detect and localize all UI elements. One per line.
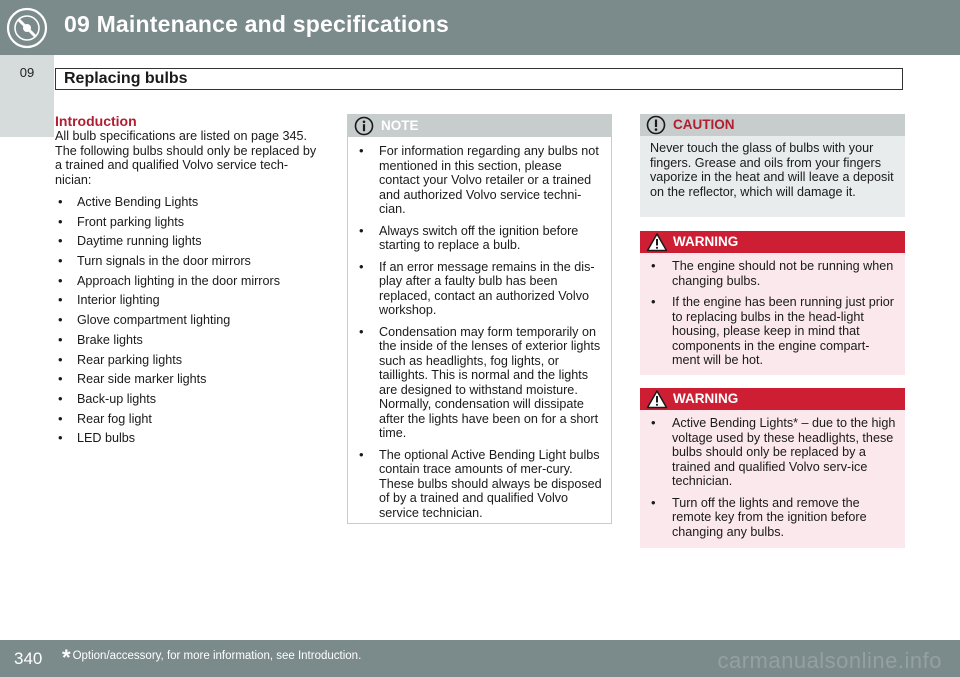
list-item: • Turn off the lights and remove the remote key from the ignition before changing any bulbs. <box>648 496 897 540</box>
list-item: • If an error message remains in the dis-play after a faulty bulb has been replaced, contact an authorized Volvo workshop. <box>356 260 603 318</box>
introduction-heading: Introduction <box>55 113 137 129</box>
note-label: NOTE <box>381 118 419 133</box>
exclamation-circle-icon <box>646 115 666 140</box>
caution-label: CAUTION <box>673 117 735 132</box>
list-item: • Condensation may form temporarily on the inside of the lenses of exterior lights such as headlights, fog lights, or taillights. This is normal and the lights are designed to withstand moisture. Normally, condensation will dissipate after the lights have been on for a short time. <box>356 325 603 441</box>
note-list <box>356 144 603 520</box>
warning-header <box>640 388 905 410</box>
note-box <box>347 114 612 524</box>
caution-header <box>640 114 905 136</box>
list-item: • Always switch off the ignition before starting to replace a bulb. <box>356 224 603 253</box>
chapter-tab-label: 09 <box>19 65 35 80</box>
page-number: 340 <box>14 649 43 668</box>
list-item: • Brake lights <box>55 333 323 348</box>
info-circle-icon <box>354 116 374 141</box>
watermark: carmanualsonline.info <box>717 648 942 673</box>
introduction-column <box>55 113 323 451</box>
note-header <box>348 115 611 137</box>
footnote <box>62 645 361 671</box>
page-footer <box>0 640 960 677</box>
warning-label: WARNING <box>673 234 739 249</box>
footnote-star: * <box>62 645 71 670</box>
warning-list <box>648 259 897 368</box>
list-item: • Rear side marker lights <box>55 372 323 387</box>
warning-list <box>648 416 897 539</box>
section-title: Replacing bulbs <box>64 70 188 87</box>
list-item: • Active Bending Lights <box>55 195 323 210</box>
section-title-bar <box>55 68 903 90</box>
list-item: • Back-up lights <box>55 392 323 407</box>
list-item: • Rear fog light <box>55 412 323 427</box>
bulb-list <box>55 195 323 446</box>
list-item: • LED bulbs <box>55 431 323 446</box>
warning-header <box>640 231 905 253</box>
chapter-tab <box>0 55 54 137</box>
page-title: 09 Maintenance and specifications <box>64 11 449 37</box>
list-item: • Turn signals in the door mirrors <box>55 254 323 269</box>
list-item: • Front parking lights <box>55 215 323 230</box>
warning-box-active-bending <box>640 388 905 548</box>
wrench-gear-icon <box>0 0 54 55</box>
list-item: • For information regarding any bulbs not mentioned in this section, please contact your Volvo retailer or a trained and authorized Volvo service techni-cian. <box>356 144 603 217</box>
list-item: • The engine should not be running when changing bulbs. <box>648 259 897 288</box>
warning-triangle-icon <box>646 232 668 257</box>
list-item: • Daytime running lights <box>55 234 323 249</box>
list-item: • The optional Active Bending Light bulbs contain trace amounts of mer-cury. These bulbs should always be disposed of by a trained and qualified Volvo service technician. <box>356 448 603 521</box>
list-item: • Glove compartment lighting <box>55 313 323 328</box>
introduction-paragraph: All bulb specifications are listed on page 345. The following bulbs should only be replaced by a trained and qualified Volvo service tech-nician: <box>55 129 317 187</box>
list-item: • Interior lighting <box>55 293 323 308</box>
list-item: • Rear parking lights <box>55 353 323 368</box>
caution-text: Never touch the glass of bulbs with your fingers. Grease and oils from your fingers vaporize in the heat and will leave a deposit on the reflector, which will damage it. <box>650 141 894 199</box>
warning-triangle-icon <box>646 389 668 414</box>
caution-box <box>640 114 905 217</box>
page-header <box>0 0 960 55</box>
footnote-text: Option/accessory, for more information, see Introduction. <box>72 650 362 662</box>
warning-label: WARNING <box>673 391 739 406</box>
warning-box-engine <box>640 231 905 375</box>
list-item: • If the engine has been running just prior to replacing bulbs in the head-light housing, please keep in mind that components in the engine compart-ment will be hot. <box>648 295 897 368</box>
list-item: • Active Bending Lights* – due to the high voltage used by these headlights, these bulbs should only be replaced by a trained and qualified Volvo serv-ice technician. <box>648 416 897 489</box>
list-item: • Approach lighting in the door mirrors <box>55 274 323 289</box>
